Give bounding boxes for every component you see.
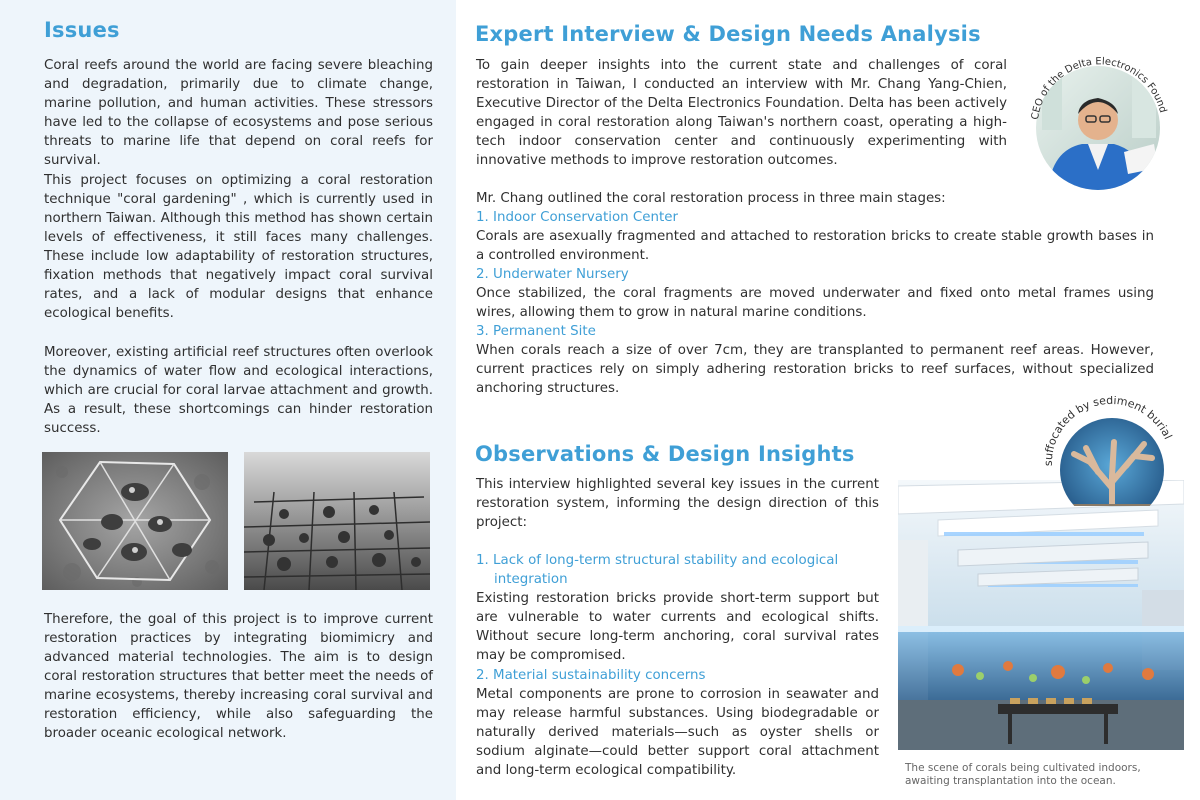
portrait-label: CEO of the Delta Electronics Found bbox=[1029, 56, 1169, 121]
right-panel bbox=[456, 0, 1200, 800]
hexagon-frame-photo bbox=[42, 452, 228, 590]
photo-caption: The scene of corals being cultivated indoors, awaiting transplantation into the ocean. bbox=[905, 762, 1141, 787]
step-1-title: 1. Indoor Conservation Center bbox=[476, 210, 678, 225]
observations-intro: This interview highlighted several key issues in the current restoration system, informing the design direction of this project: bbox=[476, 477, 879, 530]
coral-badge-label: suffocated by sediment burial bbox=[1041, 396, 1175, 467]
insight-2-text: Metal components are prone to corrosion in seawater and may release harmful substances. Using biodegradable or naturally derived materials—such as oyster shells or sodium alginate—could better support coral attachment and long-term ecological compatibility. bbox=[476, 687, 879, 778]
aquarium-illustration bbox=[898, 480, 1184, 750]
portrait-illustration bbox=[1012, 40, 1184, 190]
indoor-cultivation-photo bbox=[898, 480, 1184, 750]
observations-heading: Observations & Design Insights bbox=[475, 442, 855, 466]
issues-heading: Issues bbox=[44, 18, 120, 42]
insight-1-text: Existing restoration bricks provide short-term support but are vulnerable to water currents and ecological shifts. Without secure long-term anchoring, coral survival rates may be compromised. bbox=[476, 591, 879, 663]
insight-2-title: 2. Material sustainability concerns bbox=[476, 668, 706, 683]
process-intro: Mr. Chang outlined the coral restoration process in three main stages: bbox=[476, 191, 946, 206]
step-3-text: When corals reach a size of over 7cm, they are transplanted to permanent reef areas. However, current practices rely on simply adhering restoration bricks to reef surfaces, without specialized anchoring structures. bbox=[476, 343, 1154, 396]
step-2-text: Once stabilized, the coral fragments are moved underwater and fixed onto metal frames using wires, allowing them to grow in natural marine conditions. bbox=[476, 286, 1154, 320]
interviewee-portrait bbox=[1012, 40, 1184, 190]
interview-intro: To gain deeper insights into the current state and challenges of coral restoration in Taiwan, I conducted an interview with Mr. Chang Yang-Chien, Executive Director of the Delta Electronics Foundation. Delta has been actively engaged in coral restoration along Taiwan's northern coast, operating a high-tech indoor conservation center and continuously experimenting with innovative methods to improve restoration outcomes. bbox=[476, 58, 1007, 168]
nursery-illustration bbox=[244, 452, 430, 590]
issues-paragraph-1: Coral reefs around the world are facing severe bleaching and degradation, primarily due to climate change, marine pollution, and human activities. These stressors have led to the collapse of ecosystems and pose serious threats to marine life that depend on coral reefs for survival. bbox=[44, 58, 433, 168]
underwater-nursery-photo bbox=[244, 452, 430, 590]
insight-1-title-line-1: 1. Lack of long-term structural stability and ecological bbox=[476, 553, 839, 568]
issues-paragraph-2: This project focuses on optimizing a coral restoration technique "coral gardening" , which is currently used in northern Taiwan. Although this method has shown certain levels of effectiveness, it still faces many challenges. These include low adaptability of restoration structures, fixation methods that negatively impact coral survival rates, and a lack of modular designs that enhance ecological benefits. bbox=[44, 173, 433, 321]
insight-1-title bbox=[476, 551, 879, 589]
sediment-coral-badge bbox=[1026, 396, 1184, 506]
step-2-title: 2. Underwater Nursery bbox=[476, 267, 629, 282]
insight-1-title-line-2: integration bbox=[494, 572, 568, 587]
interview-heading: Expert Interview & Design Needs Analysis bbox=[475, 22, 981, 46]
goal-paragraph: Therefore, the goal of this project is to improve current restoration practices by integrating biomimicry and advanced material technologies. The aim is to design coral restoration structures that better meet the needs of marine ecosystems, thereby increasing coral survival and restoration efficiency, while also safeguarding the broader oceanic ecological network. bbox=[44, 612, 433, 741]
left-panel bbox=[0, 0, 456, 800]
issues-paragraph-3: Moreover, existing artificial reef structures often overlook the dynamics of water flow and ecological interactions, which are crucial for coral larvae attachment and growth. As a result, these shortcomings can hinder restoration success. bbox=[44, 345, 433, 436]
step-1-text: Corals are asexually fragmented and attached to restoration bricks to create stable growth bases in a controlled environment. bbox=[476, 229, 1154, 263]
hexagon-frame-illustration bbox=[42, 452, 228, 590]
step-3-title: 3. Permanent Site bbox=[476, 324, 596, 339]
coral-badge-illustration bbox=[1026, 396, 1184, 506]
